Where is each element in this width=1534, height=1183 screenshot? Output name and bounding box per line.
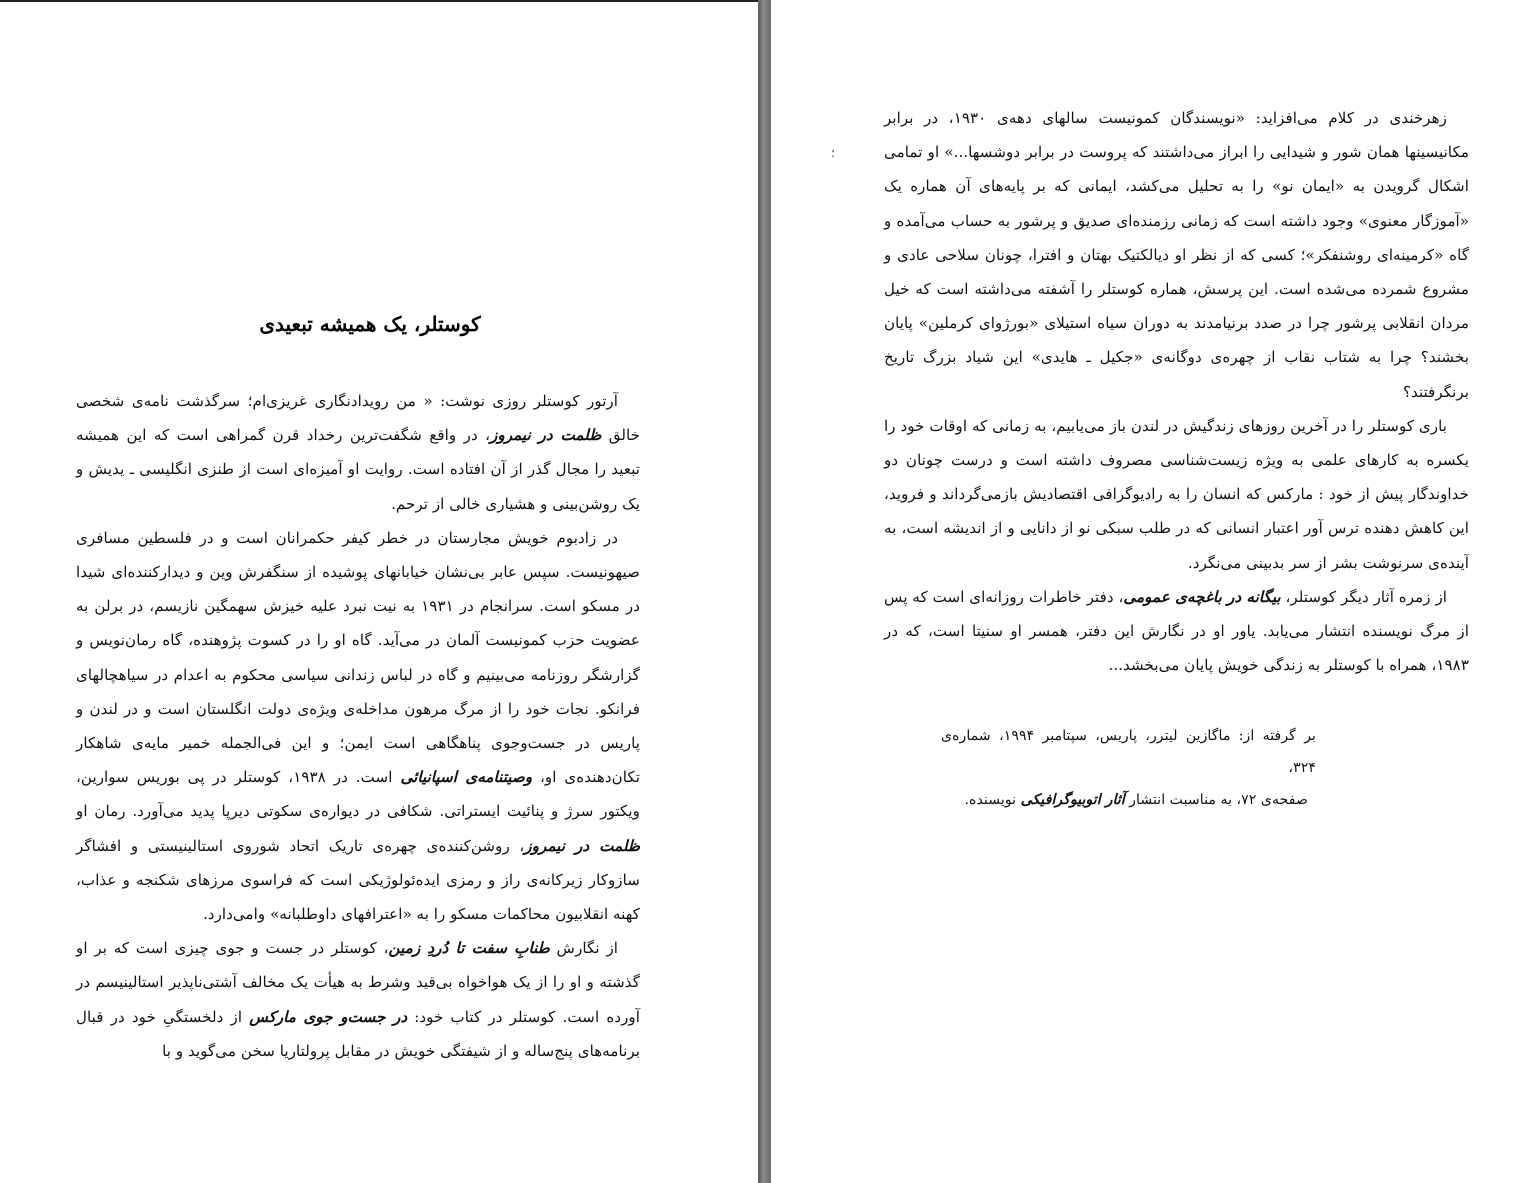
left-page: [0, 0, 758, 1183]
paragraph-text: آرتور کوستلر روزی نوشت: « من رویدادنگاری غریزی‌ام؛ سرگذشت نامه‌ی شخصی خالق: [76, 392, 641, 445]
left-paragraph: [76, 521, 640, 931]
emphasized-title: ظلمت در نیمروز: [524, 836, 640, 855]
paragraph-text: باری کوستلر را در آخرین روزهای زندگیش در لندن باز می‌یابیم، به زمانی که اوقات خود را یکسره به کارهای علمی به ویژه زیست‌شناسی مصروف داشته است و درست چونان دو خداوندگار پیش از خود : مارکس که انسان را به رادیوگرافی اقتصادیش بازمی‌گرداند و فروید، این کاهش دهنده ترس آور اعتبار انسانی که در طلب سبکی نو از دانایی و از اندیشه است، به آینده‌ی سرنوشت بشر از سر بدبینی می‌نگرد.: [884, 416, 1469, 572]
article-title: کوستلر، یک همیشه تبعیدی: [259, 312, 481, 336]
right-paragraph: [884, 409, 1469, 580]
left-paragraph: [76, 384, 640, 521]
paragraph-text: ، کوستلر در جست و جوی چیزی است که بر او گذشته و او را از یک هواخواه بی‌قید وشرط به هیأت یک مخالف آشتی‌ناپذیر استالینیسم در آورده است. کوستلر در کتاب خود:: [76, 939, 640, 1026]
paragraph-text: ، روشن‌کننده‌ی چهره‌ی تاریک اتحاد شوروی استالینیستی و افشاگر سازوکار زیرکانه‌ی راز و رمزی ایده‌ئولوژیکی است که فراسوی مرزهای شکنجه و عذاب، کهنه انقلابیون محاکمات مسکو را به «اعترافهای داوطلبانه» وامی‌دارد.: [76, 836, 640, 924]
emphasized-title: بیگانه در باغچه‌ی عمومی: [1123, 587, 1281, 606]
source-line-2: [941, 784, 1316, 816]
right-page-body: [884, 101, 1469, 682]
source-line-1: بر گرفته از: ماگازین لیترر، پاریس، سپتامبر ۱۹۹۴، شماره‌ی ۳۲۴،: [941, 728, 1316, 776]
source-line-2-end: نویسنده.: [964, 792, 1021, 808]
emphasized-title: طنابِ سفت تا دُردِ زمین: [388, 939, 550, 958]
right-paragraph: [884, 101, 1469, 409]
emphasized-title: در جست‌و جوی مارکس: [249, 1007, 408, 1026]
left-page-body: [76, 384, 640, 1068]
right-paragraph: [884, 580, 1469, 683]
paragraph-text: است. در ۱۹۳۸، کوستلر در پی بوریس سوارین، ویکتور سرژ و پنائیت ایستراتی. شکافی در دیواره‌ی سکوتی دیرپا پدید می‌آورد. رمان او: [76, 768, 640, 821]
left-paragraph: [76, 931, 640, 1068]
paragraph-text: از زمره آثار دیگر کوستلر،: [1280, 587, 1447, 606]
emphasized-title: وصیتنامه‌ی اسپانیائی: [400, 768, 533, 787]
paragraph-text: از دلخستگیِ خود در قبال برنامه‌های پنج‌ساله و از شیفتگی خویش در مقابل پرولتاریا سخن می‌گوید و با: [76, 1007, 640, 1060]
right-page: [771, 0, 1534, 1183]
margin-mark: ؛: [831, 146, 835, 160]
paragraph-text: ، در واقع شگفت‌ترین رخداد قرن گمراهی است که این همیشه تبعید را مجال گذر از آن افتاده است. روایت او آمیزه‌ای است از طنزی انگلیسی ـ یدیش و یک روشن‌بینی و هشیاری خالی از ترحم.: [76, 426, 640, 513]
paragraph-text: در زادبوم خویش مجارستان در خطر کیفر حکمرانان است و در فلسطین مسافری صیهونیست. سپس عابر بی‌نشان خیابانهای پوشیده از سنگفرش وین و دیدارکننده‌ای شیدا در مسکو است. سرانجام در ۱۹۳۱ به نیت نبرد علیه خیزش سهمگین نازیسم، در برلن به عضویت حزب کمونیست آلمان در می‌آید. گاه او را در کسوت پژوهنده، گاه رمان‌نویس و گزارشگر روزنامه می‌بینیم و گاه در لباس زندانی سیاسی محکوم به اعدام در سیاهچالهای فرانکو. نجات خود را از مرگ مرهون مداخله‌ی ویژه‌ی دولت انگلستان است و در لندن و پاریس در جست‌وجوی پناهگاهی است ایمن؛ و این فی‌الجمله خمیر مایه‌ی شاهکار تکان‌دهنده‌ی او،: [76, 528, 640, 787]
paragraph-text: از نگارش: [549, 939, 618, 958]
paragraph-text: زهرخندی در کلام می‌افزاید: «نویسندگان کمونیست سالهای دهه‌ی ۱۹۳۰، در برابر مکانیسینها همان شور و شیدایی را ابراز می‌داشتند که پروست در برابر دوشسها...» او تمامی اشکال گرویدن به «ایمان نو» را به تحلیل می‌کشد، ایمانی که بر پایه‌های آن هماره یک «آموزگار معنوی» وجود داشته است که زمانی رزمنده‌ای صدیق و پرشور به حساب می‌آمده و گاه «کرمینه‌ای روشنفکر»؛ کسی که از نظر او دیالکتیک بهتان و افترا، چونان سلاحی عادی و مشروع شمرده می‌شده است. این پرسش، هماره کوستلر را آشفته می‌داشته است که خیل مردان انقلابی پرشور چرا در صدد برنیامدند به دوران سیاه استیلای «بورژوای کرملین» پایان بخشند؟ چرا به شتاب نقاب از چهره‌ی دوگانه‌ی «جکیل ـ هایدی» این شیاد بزرگ تاریخ برنگرفتند؟: [884, 109, 1469, 401]
source-book-title: آثار اتوبیوگرافیکی: [1020, 792, 1125, 808]
paragraph-text: ، دفتر خاطرات روزانه‌ای است که پس از مرگ نویسنده انتشار می‌یابد. یاور او در نگارش این دفتر، همسر او سنیتا است، که در ۱۹۸۳، همراه با کوستلر به زندگی خویش پایان می‌بخشد...: [883, 587, 1469, 675]
source-line-2-text: صفحه‌ی ۷۲، به مناسبت انتشار: [1124, 792, 1308, 808]
emphasized-title: ظلمت در نیمروز: [490, 426, 602, 445]
source-citation: [941, 720, 1316, 816]
page-gutter: [758, 0, 771, 1183]
